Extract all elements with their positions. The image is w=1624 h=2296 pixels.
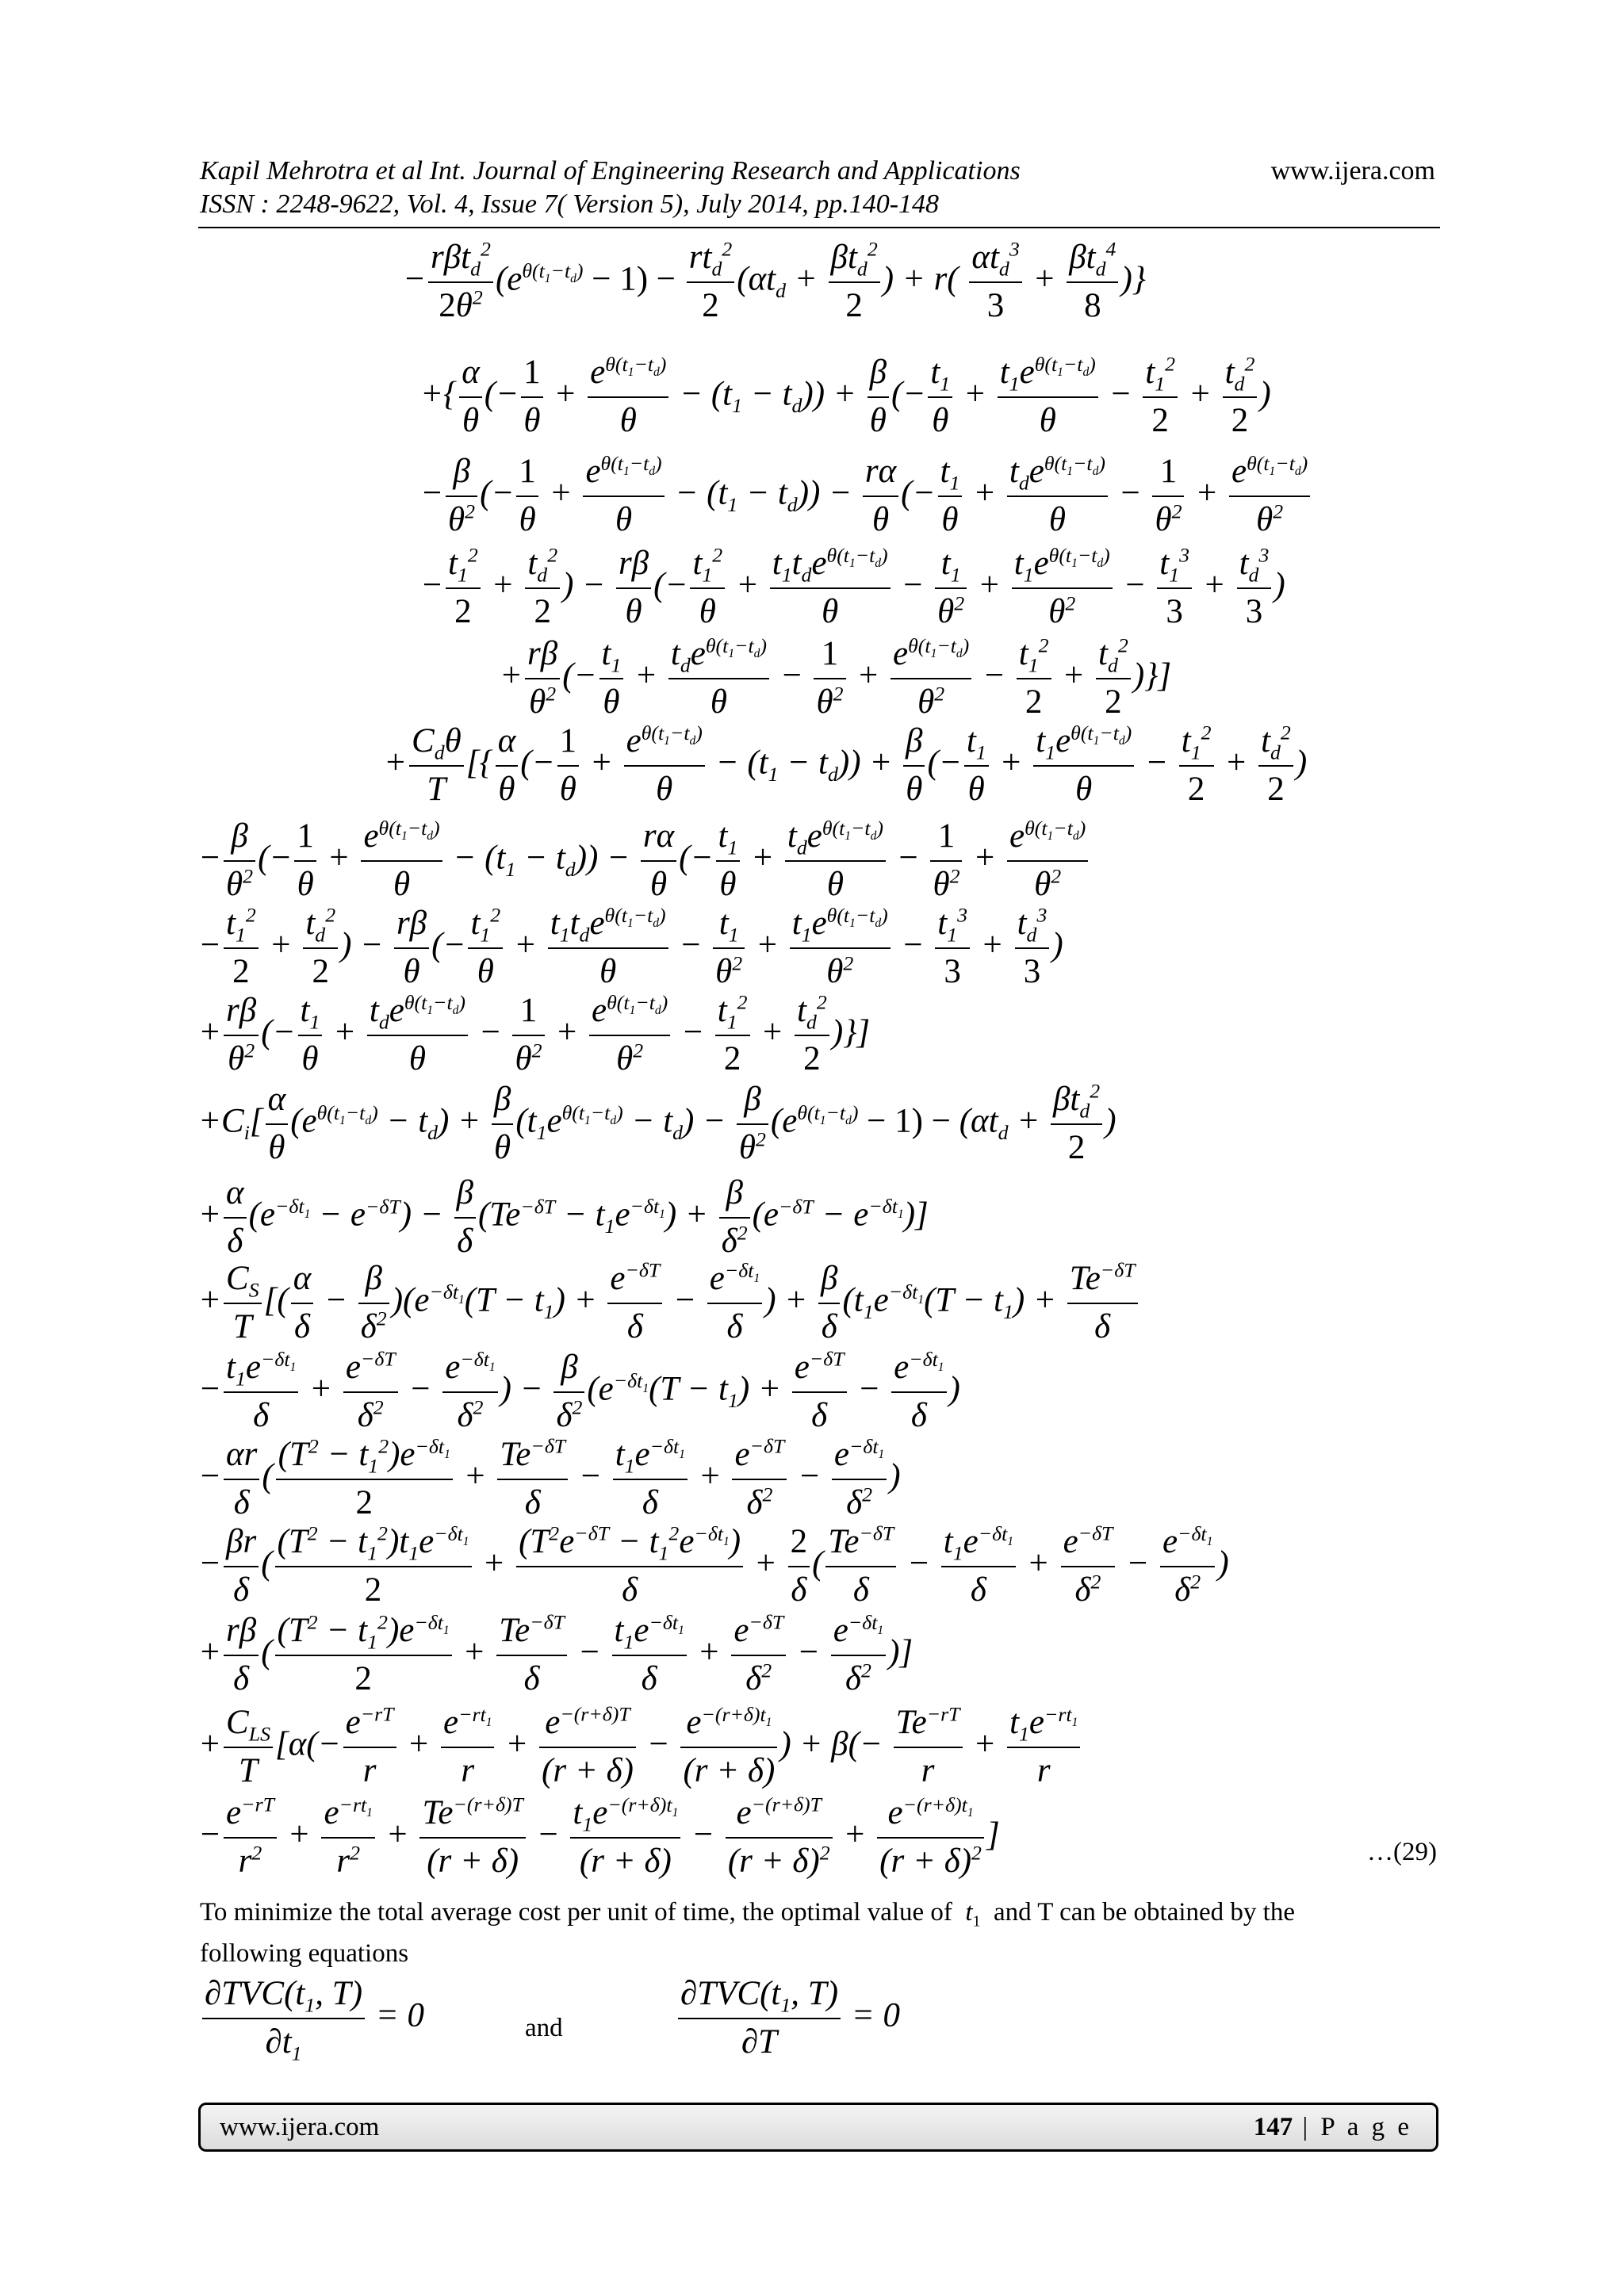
page-label: | P a g e	[1293, 2113, 1412, 2141]
eq-line-6: + $C_d\theta$ T [{ $\frac{\alpha}{\theta}$ (− $\frac{1}{\theta}$ + $\frac{e^{\theta(t_1-t_d)}}{\theta}$ − $(t_1 - t_d)$) + $\frac{\beta}{\theta}$ (− $\frac{t_1}{\theta}$ + $\frac{t_1e^{\theta(t_1-t_d)}}{\theta}$ − $\frac{t_1^2}{2}$ + $\frac{t_d^2}{2}$ )	[384, 721, 1308, 808]
eq-line-18: − $\frac{e^{-rT}}{r^2}$ + $\frac{e^{-rt_1}}{r^2}$ + $\frac{Te^{-(r+\delta)T}}{(r + \delta)}$ − $\frac{t_1e^{-(r+\delta)t_1}}{(r + \delta)}$ − $\frac{e^{-(r+\delta)T}}{(r + \delta)^2}$ + $\frac{e^{-(r+\delta)t_1}}{(r + \delta)^2}$ ]	[198, 1793, 1000, 1880]
footer-site: www.ijera.com	[220, 2113, 380, 2141]
eq-line-9: + $\frac{r\beta}{\theta^2}$ (− $\frac{t_1}{\theta}$ + $t_de^{\theta(t_1-t_d)}$ θ − $\frac{1}{\theta^2}$ + $\frac{e^{\theta(t_1-t_d)}}{\theta^2}$ − $\frac{t_1^2}{2}$ + $\frac{t_d^2}{2}$ )}]	[198, 990, 871, 1077]
eq-line-5: + $\frac{r\beta}{\theta^2}$ (− $\frac{t_1}{\theta}$ + $t_de^{\theta(t_1-t_d)}$ θ − $\frac{1}{\theta^2}$ + $\frac{e^{\theta(t_1-t_d)}}{\theta^2}$ − $\frac{t_1^2}{2}$ + $\frac{t_d^2}{2}$ )}]	[500, 633, 1172, 721]
eq-line-7: − $\frac{\beta}{\theta^2}$ (− $\frac{1}{\theta}$ + $\frac{e^{\theta(t_1-t_d)}}{\theta}$ − $(t_1 - t_d)$) − $\frac{r\alpha}{\theta}$ (− $\frac{t_1}{\theta}$ + $t_de^{\theta(t_1-t_d)}$ θ − $\frac{1}{\theta^2}$ + $\frac{e^{\theta(t_1-t_d)}}{\theta^2}$	[198, 817, 1090, 905]
header-journal: Kapil Mehrotra et al Int. Journal of Engineering Research and Applications	[200, 156, 1021, 186]
body-paragraph	[200, 1896, 1295, 1931]
eq-line-1: − rβt$_d^2$ $2\theta^2$ $(e^{\theta(t_1-t_d)} - 1)$ − $rt_d^2$ 2 ($\alpha t_d$ + $\beta t_d^2$ 2 ) + r( $\alpha t_d^3$ 3 + $\beta t_d^4$ 8 )}	[403, 237, 1146, 324]
eq-line-8: − $\frac{t_1^2}{2}$ + $\frac{t_d^2}{2}$ ) − $\frac{r\beta}{\theta}$ (− $\frac{t_1^2}{\theta}$ + $t_1t_de^{\theta(t_1-t_d)}$ θ − $\frac{t_1}{\theta^2}$ + $\frac{t_1e^{\theta(t_1-t_d)}}{\theta^2}$ − $\frac{t_1^3}{3}$ + $\frac{t_d^3}{3}$ )	[198, 903, 1063, 990]
eq-line-3: − $\frac{\beta}{\theta^2}$ (− $\frac{1}{\theta}$ + $\frac{e^{\theta(t_1-t_d)}}{\theta}$ − $(t_1 - t_d)$) − $\frac{r\alpha}{\theta}$ (− $\frac{t_1}{\theta}$ + $t_de^{\theta(t_1-t_d)}$ θ − $\frac{1}{\theta^2}$ + $\frac{e^{\theta(t_1-t_d)}}{\theta^2}$	[420, 452, 1312, 540]
partial-derivative-t1: $\partial TVC(t_1$, T) $\partial t_1$ = 0	[200, 1974, 424, 2062]
eq-line-10: $+C_i$[ $\frac{\alpha}{\theta}$ $(e^{\theta(t_1-t_d)} - t_d)$ + $\frac{\beta}{\theta}$ $(t_1e^{\theta(t_1-t_d)} - t_d)$ − $\frac{\beta}{\theta^2}$ $(e^{\theta(t_1-t_d)} - 1) - (\alpha t_d$ + $\beta t_d^2$ 2 )	[198, 1079, 1116, 1166]
eq-line-4: − $\frac{t_1^2}{2}$ + $\frac{t_d^2}{2}$ ) − $\frac{r\beta}{\theta}$ (− $\frac{t_1^2}{\theta}$ + $t_1t_de^{\theta(t_1-t_d)}$ θ − $\frac{t_1}{\theta^2}$ + $\frac{t_1e^{\theta(t_1-t_d)}}{\theta^2}$ − $\frac{t_1^3}{3}$ + $\frac{t_d^3}{3}$ )	[420, 543, 1285, 630]
header-site: www.ijera.com	[1270, 156, 1435, 186]
body-text-line1a: To minimize the total average cost per unit of time, the optimal value of	[200, 1898, 952, 1927]
page-number: 147	[1253, 2113, 1293, 2141]
eq-line-14: − $\frac{\alpha r}{\delta}$ ( $\frac{(T^2 - t_1^2)e^{-\delta t_1}}{2}$ + $\frac{Te^{-\delta T}}{\delta}$ − $\frac{t_1e^{-\delta t_1}}{\delta}$ + $\frac{e^{-\delta T}}{\delta^2}$ − $\frac{e^{-\delta t_1}}{\delta^2}$ )	[198, 1434, 901, 1521]
header-rule	[198, 227, 1440, 228]
eq-line-15: − $\frac{\beta r}{\delta}$ ( $\frac{(T^2 - t_1^2)t_1e^{-\delta t_1}}{2}$ + $\frac{(T^2e^{-\delta T} - t_1^2e^{-\delta t_1})}{\delta}$ + $\frac{2}{\delta}$ ( $\frac{Te^{-\delta T}}{\delta}$ − $\frac{t_1e^{-\delta t_1}}{\delta}$ + $\frac{e^{-\delta T}}{\delta^2}$ − $\frac{e^{-\delta t_1}}{\delta^2}$ )	[198, 1521, 1229, 1609]
eq-line-11: + $\frac{\alpha}{\delta}$ $(e^{-\delta t_1} - e^{-\delta T})$ − $\frac{\beta}{\delta}$ $(Te^{-\delta T} - t_1e^{-\delta t_1})$ + $\frac{\beta}{\delta^2}$ $(e^{-\delta T} - e^{-\delta t_1})$]	[198, 1174, 929, 1260]
eq-line-17: + $C_{LS}$ T [α(− $\frac{e^{-rT}}{r}$ + $\frac{e^{-rt_1}}{r}$ + $\frac{e^{-(r+\delta)T}}{(r + \delta)}$ − $\frac{e^{-(r+\delta)t_1}}{(r + \delta)}$ ) + β(− $\frac{Te^{-rT}}{r}$ + $\frac{t_1e^{-rt_1}}{r}$	[198, 1703, 1082, 1791]
and-label: and	[525, 2014, 563, 2042]
body-text-line2: following equations	[200, 1939, 409, 1968]
eq-line-16: + $\frac{r\beta}{\delta}$ ( $\frac{(T^2 - t_1^2)e^{-\delta t_1}}{2}$ + $\frac{Te^{-\delta T}}{\delta}$ − $\frac{t_1e^{-\delta t_1}}{\delta}$ + $\frac{e^{-\delta T}}{\delta^2}$ − $\frac{e^{-\delta t_1}}{\delta^2}$ )]	[198, 1610, 914, 1697]
body-t1-symbol: $t_1$	[965, 1898, 981, 1931]
body-text-line1b: and T can be obtained by the	[993, 1898, 1295, 1927]
header-issn: ISSN : 2248-9622, Vol. 4, Issue 7( Version 5), July 2014, pp.140-148	[200, 189, 940, 219]
footer-page	[1254, 2113, 1412, 2142]
eq-line-13: − $\frac{t_1e^{-\delta t_1}}{\delta}$ + $\frac{e^{-\delta T}}{\delta^2}$ − $\frac{e^{-\delta t_1}}{\delta^2}$ ) − $\frac{\beta}{\delta^2}$ ($e^{-\delta t_1}(T - t_1)$ + $\frac{e^{-\delta T}}{\delta}$ − $\frac{e^{-\delta t_1}}{\delta}$ )	[198, 1347, 960, 1434]
eq-line-2: +{ $\frac{\alpha}{\theta}$ (− $\frac{1}{\theta}$ + $\frac{e^{\theta(t_1-t_d)}}{\theta}$ − $(t_1 - t_d)$) + $\frac{\beta}{\theta}$ (− $\frac{t_1}{\theta}$ + $\frac{t_1e^{\theta(t_1-t_d)}}{\theta}$ − $\frac{t_1^2}{2}$ + $\frac{t_d^2}{2}$ )	[420, 352, 1271, 439]
page-footer	[198, 2103, 1438, 2152]
eq-line-12: + $\frac{C_S}{T}$ [( $\frac{\alpha}{\delta}$ − $\frac{\beta}{\delta^2}$ )($e^{-\delta t_1}(T - t_1)$ + $\frac{e^{-\delta T}}{\delta}$ − $\frac{e^{-\delta t_1}}{\delta}$ ) + $\frac{\beta}{\delta}$ ($t_1e^{-\delta t_1}(T - t_1)$ + $\frac{Te^{-\delta T}}{\delta}$	[198, 1259, 1140, 1347]
partial-derivative-T: $\partial TVC(t_1$, T) ∂T = 0	[676, 1974, 900, 2062]
equation-number: …(29)	[1367, 1838, 1437, 1866]
